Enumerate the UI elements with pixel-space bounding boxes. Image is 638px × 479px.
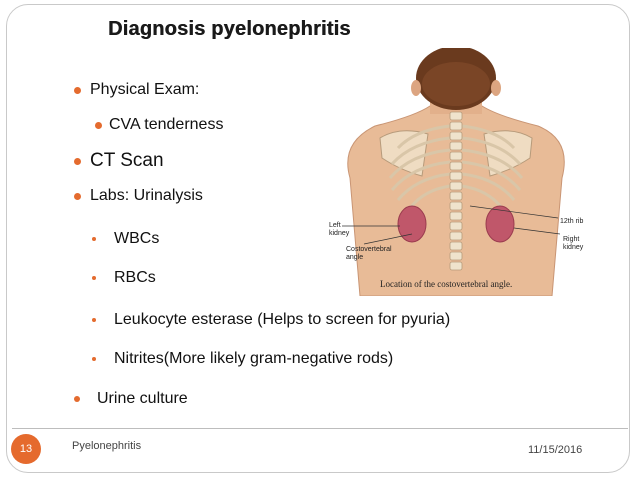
footer-title: Pyelonephritis — [72, 440, 142, 452]
bullet-text: Nitrites(More likely gram-negative rods) — [114, 350, 394, 367]
bullet-nitrites — [92, 350, 393, 368]
bullet-text: CT Scan — [90, 150, 164, 171]
bullet-labs — [74, 187, 203, 205]
figure-caption: Location of the costovertebral angle. — [380, 279, 513, 289]
bullet-physical-exam — [74, 81, 199, 99]
bullet-dot-icon — [74, 396, 80, 402]
bullet-dot-icon — [92, 357, 96, 361]
bullet-text: Urine culture — [97, 390, 188, 407]
label-right-kidney: Right kidney — [563, 236, 584, 251]
bullet-text: Leukocyte esterase (Helps to screen for pyuria) — [114, 311, 451, 328]
bullet-text: RBCs — [114, 269, 156, 286]
bullet-dot-icon — [92, 276, 96, 280]
bullet-dot-icon — [74, 87, 81, 94]
footer-divider — [12, 428, 628, 429]
slide-title: Diagnosis pyelonephritis — [108, 18, 351, 40]
bullet-dot-icon — [74, 193, 81, 200]
bullet-dot-icon — [74, 158, 81, 165]
footer-date: 11/15/2016 — [528, 444, 583, 456]
slide-number-badge: 13 — [11, 434, 41, 464]
bullet-text: WBCs — [114, 230, 160, 247]
bullet-cva-tenderness — [95, 116, 223, 134]
bullet-urine-culture — [74, 390, 188, 408]
bullet-leukocyte-esterase — [92, 311, 450, 329]
label-12th-rib: 12th rib — [560, 218, 584, 225]
bullet-dot-icon — [95, 122, 102, 129]
bullet-dot-icon — [92, 318, 96, 322]
bullet-text: Labs: Urinalysis — [90, 187, 203, 204]
bullet-rbcs — [92, 269, 156, 287]
label-left-kidney: Left kidney — [329, 222, 350, 237]
label-costovertebral-angle: Costovertebral angle — [346, 246, 392, 261]
bullet-text: Physical Exam: — [90, 81, 200, 98]
bullet-text: CVA tenderness — [109, 116, 224, 133]
bullet-ct-scan — [74, 150, 164, 172]
bullet-dot-icon — [92, 237, 96, 241]
bullet-wbcs — [92, 230, 159, 248]
